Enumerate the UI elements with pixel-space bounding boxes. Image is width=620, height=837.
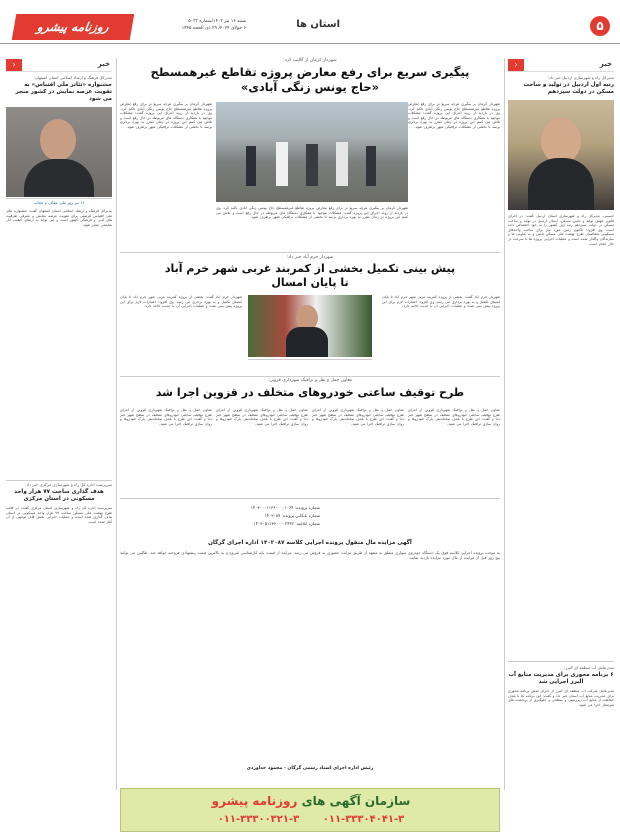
page-header	[0, 14, 620, 40]
qazvin-body-1: معاون حمل و نقل و ترافیک شهرداری قزوین از اجرای طرح توقیف ساعتی خودروهای متخلف در سطح شهر خبر داد و گفت: این طرح با هدف ساماندهی پارک خودروها و روان سازی ترافیک اجرا می شود.	[408, 408, 500, 426]
ad-banner	[120, 788, 500, 832]
chevron-left-icon: ‹	[508, 59, 524, 71]
notice-body: به موجب پرونده اجرایی کلاسه فوق یک دستگاه خودروی سواری متعلق به متعهد از طریق مزایده حضوری به فروش می رسد. مزایده از قیمت پایه کارشناسی شروع و به بالاترین قیمت پیشنهادی فروخته خواهد شد. طالبین می توانند پنج روز قبل از مزایده از مال مورد مزایده بازدید نمایند.	[120, 550, 500, 560]
khorramabad-body-left: شهردار خرم آباد گفت: بخشی از پروژه کمربند غربی شهر خرم آباد تا پایان امسال تکمیل و به بهره برداری می رسد. وی افزود: اعتبارات لازم برای این پروژه پیش بینی شده و عملیات اجرایی آن با جدیت ادامه دارد.	[120, 295, 242, 309]
ad-title-c: روزنامه پیشرو	[211, 794, 298, 808]
main-body-mid: شهردار کرمان بر پیگیری هرچه سریع تر برای رفع معارض پروژه تقاطع غیرهمسطح حاج یونس زنگی آبادی تاکید کرد. وی در بازدید از روند اجرای این پروژه گفت: مشکلات موجود با همکاری دستگاه های مربوطه در حال رفع است و تلاش می کنیم این پروژه در زمان مقرر به بهره برداری برسد تا بخشی از مشکلات ترافیکی شهر برطرف شود.	[216, 206, 408, 220]
legal-notice	[120, 498, 500, 778]
right-title: رتبه اول اردبیل در تولید و ساخت مسکن در دولت سیزدهم	[523, 82, 614, 95]
left-column	[6, 58, 112, 478]
left-kicker: مدیرکل فرهنگ و ارشاد اسلامی استان اصفهان:	[33, 75, 112, 80]
main-title-line1: پیگیری سریع برای رفع معارض پروژه تقاطع غیرهمسطح	[150, 65, 470, 79]
right-column	[508, 58, 614, 658]
notice-refs	[120, 504, 320, 528]
qazvin-body-3: معاون حمل و نقل و ترافیک شهرداری قزوین از اجرای طرح توقیف ساعتی خودروهای متخلف در سطح شهر خبر داد و گفت: این طرح با هدف ساماندهی پارک خودروها و روان سازی ترافیک اجرا می شود.	[216, 408, 308, 426]
logo-text: روزنامه پیشرو	[36, 20, 110, 34]
date-block	[136, 18, 246, 32]
right2-body: مدیرعامل شرکت آب منطقه ای البرز از اجرای شش برنامه محوری برای مدیریت منابع آب استان خبر داد و گفت: این برنامه ها با هدف حفاظت از منابع آب زیرزمینی و سطحی و جلوگیری از برداشت های غیرمجاز اجرا می شود.	[508, 689, 614, 707]
ad-phone1: ۰۱۱-۳۳۳۰۰۳۲۱-۳	[217, 814, 300, 825]
page-number: ۵	[590, 16, 610, 36]
khorramabad-kicker: شهردار خرم آباد خبر داد:	[286, 255, 334, 260]
left-section-header	[6, 58, 112, 72]
portrait-photo	[508, 100, 614, 210]
section-title: استان ها	[296, 19, 340, 30]
official-photo	[6, 107, 112, 197]
ad-phones	[121, 814, 501, 825]
left-body: مدیرکل فرهنگ و ارشاد اسلامی استان اصفهان گفت: جشنواره تئاتر ملی اقتباس فرصتی برای تقویت عرصه نمایش و معرفی ظرفیت های ادبی و فرهنگی کشور است و می تواند به ارتقای کیفیت آثار نمایشی منجر شود.	[6, 209, 112, 227]
notice-signature: رئیس اداره اجرای اسناد رسمی گرگان - محمود خداوردی	[246, 766, 374, 771]
khorramabad-photo	[248, 295, 372, 357]
left-title: جشنواره «تئاتر ملی اقتباس» به تقویت عرصه نمایش در کشور منجر می شود	[15, 82, 112, 102]
main-photo	[216, 102, 408, 202]
khorramabad-story	[120, 255, 500, 375]
left2-kicker: سرپرست اداره کل راه و شهرسازی مرکزی خبر داد:	[25, 482, 112, 487]
col-divider-right	[504, 58, 505, 790]
notice-ref3: شماره ابلاغیه: ۱۴۰۳۰۵۱۱۳۶۰۰۰۰۲۴۳۲	[253, 521, 320, 526]
left-column-2	[6, 482, 112, 827]
notice-ref1: شماره پرونده: ۱۴۰۳۰۰۰۱۱۳۶۰۰۰۰۱۰۶۴	[250, 505, 320, 510]
main-kicker: شهردار کرمان از گالیپ کرد:	[283, 58, 337, 63]
khorramabad-title-line1: پیش بینی تکمیل بخشی از کمربند غربی شهر خرم آباد	[164, 262, 456, 275]
col-divider-left	[116, 58, 117, 790]
ad-title	[121, 794, 501, 808]
left2-title: هدف گذاری ساخت ۷۷ هزار واحد مسکونی در استان مرکزی	[14, 489, 104, 502]
khorramabad-caption	[248, 359, 372, 361]
left-section-label: خبر	[97, 60, 110, 68]
khorramabad-divider	[120, 252, 500, 253]
right-kicker: مدیرکل راه و شهرسازی اردبیل خبر داد:	[547, 75, 614, 80]
khorramabad-title-line2: تا پایان امسال	[271, 276, 349, 289]
header-divider	[0, 43, 620, 44]
main-story	[120, 58, 500, 250]
notice-divider	[120, 498, 500, 499]
left2-divider	[6, 480, 112, 481]
right2-kicker: مدیرعامل آب منطقه ای البرز:	[563, 665, 614, 670]
date-line2: ۶ جولای ۲۰۲۴/ ۲۹ ذی الحجه ۱۴۴۵	[181, 26, 246, 31]
main-title-line2: «حاج یونس زنگی آبادی»	[240, 80, 380, 94]
khorramabad-body-right: شهردار خرم آباد گفت: بخشی از پروژه کمربند غربی شهر خرم آباد تا پایان امسال تکمیل و به بهره برداری می رسد. وی افزود: اعتبارات لازم برای این پروژه پیش بینی شده و عملیات اجرایی آن با جدیت ادامه دارد.	[382, 295, 500, 309]
left-caption: ۱۶ تیر روز ملی عفاف و حجاب	[6, 198, 112, 205]
notice-title: آگهی مزایده مال منقول پرونده اجرایی کلاسه ۱۴۰۲۰۸۷ اداره اجرای گرگان	[208, 540, 412, 546]
right2-title: ۶ برنامه محوری برای مدیریت منابع آب البرز اجرایی شد	[508, 672, 614, 685]
qazvin-body-2: معاون حمل و نقل و ترافیک شهرداری قزوین از اجرای طرح توقیف ساعتی خودروهای متخلف در سطح شهر خبر داد و گفت: این طرح با هدف ساماندهی پارک خودروها و روان سازی ترافیک اجرا می شود.	[312, 408, 404, 426]
qazvin-divider	[120, 376, 500, 377]
ad-title-b: آگهی های	[301, 794, 361, 808]
right-column-2	[508, 665, 614, 790]
qazvin-kicker: معاون حمل و نقل و ترافیک شهرداری قزوین:	[267, 378, 353, 383]
qazvin-body-4: معاون حمل و نقل و ترافیک شهرداری قزوین از اجرای طرح توقیف ساعتی خودروهای متخلف در سطح شهر خبر داد و گفت: این طرح با هدف ساماندهی پارک خودروها و روان سازی ترافیک اجرا می شود.	[120, 408, 212, 426]
logo	[12, 14, 135, 40]
ad-phone2: ۰۱۱-۳۳۳۰۴۰۴۱-۳	[322, 814, 405, 825]
ad-title-a: سازمان	[364, 794, 411, 808]
qazvin-story	[120, 378, 500, 498]
chevron-left-icon: ‹	[6, 59, 22, 71]
left2-body: سرپرست اداره کل راه و شهرسازی استان مرکزی گفت: در قالب طرح نهضت ملی مسکن ساخت ۷۷ هزار واحد مسکونی در استان هدف گذاری شده است و عملیات اجرایی بخش قابل توجهی از آن آغاز شده است.	[6, 506, 112, 524]
date-line1: شنبه ۱۶ تیر ۱۴۰۳/شماره ۵۰۳۳	[188, 19, 246, 24]
right2-divider	[508, 661, 614, 662]
notice-ref2: شماره بایگانی پرونده: ۱۴۰۳۰۸۷	[264, 513, 320, 518]
main-body-left: شهردار کرمان بر پیگیری هرچه سریع تر برای رفع معارض پروژه تقاطع غیرهمسطح حاج یونس زنگی آبادی تاکید کرد. وی در بازدید از روند اجرای این پروژه گفت: مشکلات موجود با همکاری دستگاه های مربوطه در حال رفع است و تلاش می کنیم این پروژه در زمان مقرر به بهره برداری برسد تا بخشی از مشکلات ترافیکی شهر برطرف شود.	[120, 102, 212, 129]
main-body-right: شهردار کرمان بر پیگیری هرچه سریع تر برای رفع معارض پروژه تقاطع غیرهمسطح حاج یونس زنگی آبادی تاکید کرد. وی در بازدید از روند اجرای این پروژه گفت: مشکلات موجود با همکاری دستگاه های مربوطه در حال رفع است و تلاش می کنیم این پروژه در زمان مقرر به بهره برداری برسد تا بخشی از مشکلات ترافیکی شهر برطرف شود.	[408, 102, 500, 129]
right-section-header	[508, 58, 614, 72]
qazvin-title: طرح توقیف ساعتی خودروهای متخلف در قزوین اجرا شد	[155, 386, 465, 399]
right-section-label: خبر	[599, 60, 612, 68]
right-body: حسینی، مدیرکل راه و شهرسازی استان اردبیل گفت: در اجرای قانون جهش تولید و تامین مسکن، استان اردبیل در تولید و ساخت مسکن در دولت سیزدهم رتبه اول کشور را به خود اختصاص داده است. وی افزود: تاکنون زمین مورد نیاز برای ساخت واحدهای مسکونی متقاضیان طرح نهضت ملی مسکن تامین و به تعاونی ها و سازندگان واگذار شده است و عملیات اجرایی پروژه ها با سرعت در حال انجام است.	[508, 214, 614, 246]
